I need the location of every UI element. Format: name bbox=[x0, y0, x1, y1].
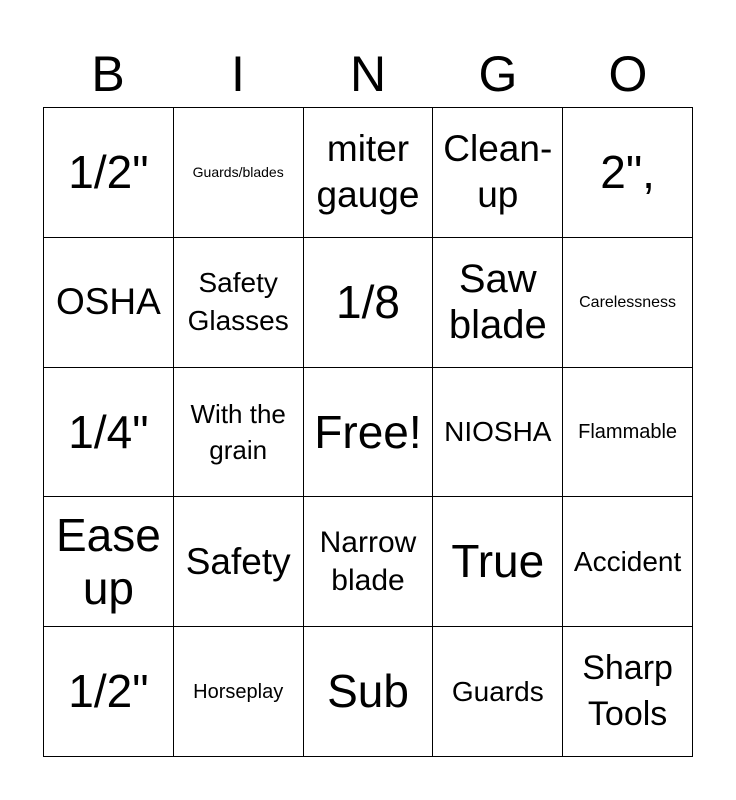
cell-text: Saw blade bbox=[448, 257, 547, 348]
cell-text: With the grain bbox=[190, 398, 286, 465]
bingo-cell[interactable] bbox=[433, 627, 563, 757]
cell-text: 2", bbox=[600, 145, 655, 198]
header-letter-g: G bbox=[478, 46, 518, 102]
cell-text: 1/2" bbox=[68, 145, 149, 198]
cell-text: Guards/blades bbox=[192, 164, 284, 180]
cell-text: Clean-up bbox=[443, 128, 553, 216]
bingo-cell[interactable] bbox=[174, 497, 304, 627]
header-letter-b: B bbox=[91, 46, 125, 102]
cell-text: NIOSHA bbox=[444, 416, 552, 448]
bingo-cell[interactable] bbox=[44, 108, 174, 238]
bingo-cell[interactable] bbox=[44, 497, 174, 627]
bingo-cell[interactable] bbox=[433, 108, 563, 238]
bingo-cell[interactable] bbox=[563, 238, 693, 368]
cell-text: Sub bbox=[327, 665, 409, 718]
bingo-cell[interactable] bbox=[433, 368, 563, 498]
bingo-cell[interactable] bbox=[174, 368, 304, 498]
header-letter-n: N bbox=[349, 46, 387, 102]
bingo-cell[interactable] bbox=[304, 627, 434, 757]
bingo-cell[interactable] bbox=[563, 108, 693, 238]
bingo-cell[interactable] bbox=[44, 627, 174, 757]
bingo-cell[interactable] bbox=[174, 627, 304, 757]
bingo-cell[interactable] bbox=[304, 497, 434, 627]
cell-text: Sharp Tools bbox=[582, 648, 673, 733]
cell-text: 1/2" bbox=[68, 665, 149, 718]
bingo-header bbox=[43, 42, 693, 106]
bingo-cell[interactable] bbox=[304, 368, 434, 498]
cell-text: Guards bbox=[451, 675, 544, 707]
cell-text: Narrow blade bbox=[319, 526, 417, 597]
cell-text: 1/8 bbox=[336, 275, 400, 328]
cell-text: Safety Glasses bbox=[187, 267, 289, 337]
cell-text: miter gauge bbox=[316, 128, 420, 216]
bingo-cell[interactable] bbox=[174, 108, 304, 238]
cell-text: Free! bbox=[314, 405, 422, 458]
bingo-cell[interactable] bbox=[44, 238, 174, 368]
cell-text: 1/4" bbox=[68, 405, 149, 458]
bingo-cell[interactable] bbox=[563, 368, 693, 498]
bingo-cell[interactable] bbox=[304, 238, 434, 368]
cell-text: Horseplay bbox=[193, 680, 284, 703]
bingo-cell[interactable] bbox=[563, 627, 693, 757]
cell-text: True bbox=[451, 535, 545, 588]
cell-text: Flammable bbox=[578, 420, 678, 443]
cell-text: Safety bbox=[185, 540, 291, 582]
bingo-cell[interactable] bbox=[304, 108, 434, 238]
cell-text: Accident bbox=[573, 545, 682, 577]
cell-text: OSHA bbox=[55, 281, 161, 323]
bingo-cell[interactable] bbox=[174, 238, 304, 368]
bingo-cell[interactable] bbox=[563, 497, 693, 627]
bingo-cell[interactable] bbox=[433, 497, 563, 627]
bingo-cell[interactable] bbox=[433, 238, 563, 368]
bingo-board bbox=[43, 107, 693, 757]
cell-text: Carelessness bbox=[579, 293, 677, 311]
cell-text: Ease up bbox=[55, 508, 161, 614]
bingo-cell[interactable] bbox=[44, 368, 174, 498]
header-letter-i: I bbox=[231, 46, 245, 102]
header-letter-o: O bbox=[608, 46, 648, 102]
